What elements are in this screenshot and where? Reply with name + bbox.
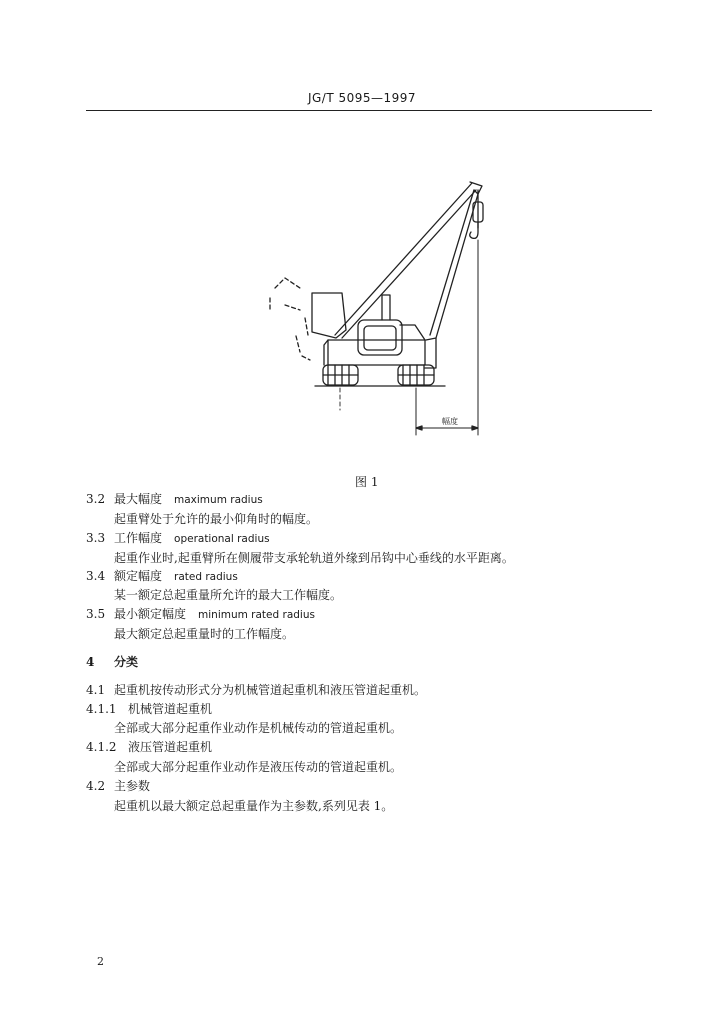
cab-side	[400, 325, 425, 340]
exhaust-stack	[382, 295, 390, 320]
dimension-arrow-left	[416, 426, 422, 430]
section-title: 最大幅度	[114, 492, 163, 506]
section-title: 工作幅度	[114, 531, 163, 545]
header-rule	[86, 110, 652, 111]
clause-4-1	[86, 682, 426, 698]
clause-4-2-desc: 起重机以最大额定总起重量作为主参数,系列见表 1。	[114, 799, 394, 813]
crane-figure	[240, 160, 520, 450]
section-3-3-heading	[86, 530, 270, 547]
section-3-2-heading	[86, 491, 263, 508]
clause-4-1-1-heading	[86, 701, 212, 717]
section-number: 3.3	[86, 531, 106, 545]
brace-line-1	[430, 190, 474, 335]
clause-title: 主参数	[114, 779, 151, 793]
section-number: 3.4	[86, 569, 106, 583]
clause-4-2-heading	[86, 778, 150, 794]
counterweight	[312, 293, 346, 338]
hook	[470, 222, 478, 238]
clause-number: 4.1.1	[86, 702, 117, 716]
page-header: JG/T 5095—1997	[307, 91, 417, 105]
clause-title: 液压管道起重机	[128, 740, 213, 754]
clause-number: 4.2	[86, 779, 106, 793]
section-title-en: rated radius	[174, 571, 238, 583]
boom-line-outer	[335, 183, 472, 335]
chapter-4-heading	[86, 654, 138, 670]
page-number: 2	[97, 955, 104, 968]
section-3-2-desc: 起重臂处于允许的最小仰角时的幅度。	[114, 512, 319, 526]
tractor-body	[328, 340, 425, 365]
section-title: 额定幅度	[114, 569, 163, 583]
section-3-5-heading	[86, 606, 315, 623]
section-title-en: maximum radius	[174, 494, 263, 506]
clause-text: 起重机按传动形式分为机械管道起重机和液压管道起重机。	[114, 683, 427, 697]
section-title-en: operational radius	[174, 533, 270, 545]
clause-number: 4.1.2	[86, 740, 117, 754]
section-3-4-desc: 某一额定总起重量所允许的最大工作幅度。	[114, 588, 343, 602]
clause-4-1-2-desc: 全部或大部分起重作业动作是液压传动的管道起重机。	[114, 760, 403, 774]
figure-caption: 图 1	[355, 475, 379, 489]
section-number: 3.2	[86, 492, 106, 506]
chapter-title: 分类	[114, 655, 139, 669]
clause-4-1-1-desc: 全部或大部分起重作业动作是机械传动的管道起重机。	[114, 721, 403, 735]
clause-4-1-2-heading	[86, 739, 212, 755]
boom-line-inner	[342, 190, 476, 338]
figure-dimension-label: 幅度	[442, 417, 458, 426]
chapter-number: 4	[86, 655, 95, 669]
section-3-3-desc: 起重作业时,起重臂所在侧履带支承轮轨道外缘到吊钩中心垂线的水平距离。	[114, 551, 514, 565]
section-3-4-heading	[86, 568, 238, 585]
dimension-arrow-right	[472, 426, 478, 430]
section-title-en: minimum rated radius	[198, 609, 315, 621]
clause-title: 机械管道起重机	[128, 702, 213, 716]
hood-window	[364, 326, 396, 350]
section-3-5-desc: 最大额定总起重量时的工作幅度。	[114, 627, 295, 641]
section-title: 最小额定幅度	[114, 607, 187, 621]
clause-number: 4.1	[86, 683, 106, 697]
frame	[324, 338, 436, 368]
section-number: 3.5	[86, 607, 106, 621]
counterweight-dashed	[270, 278, 310, 360]
